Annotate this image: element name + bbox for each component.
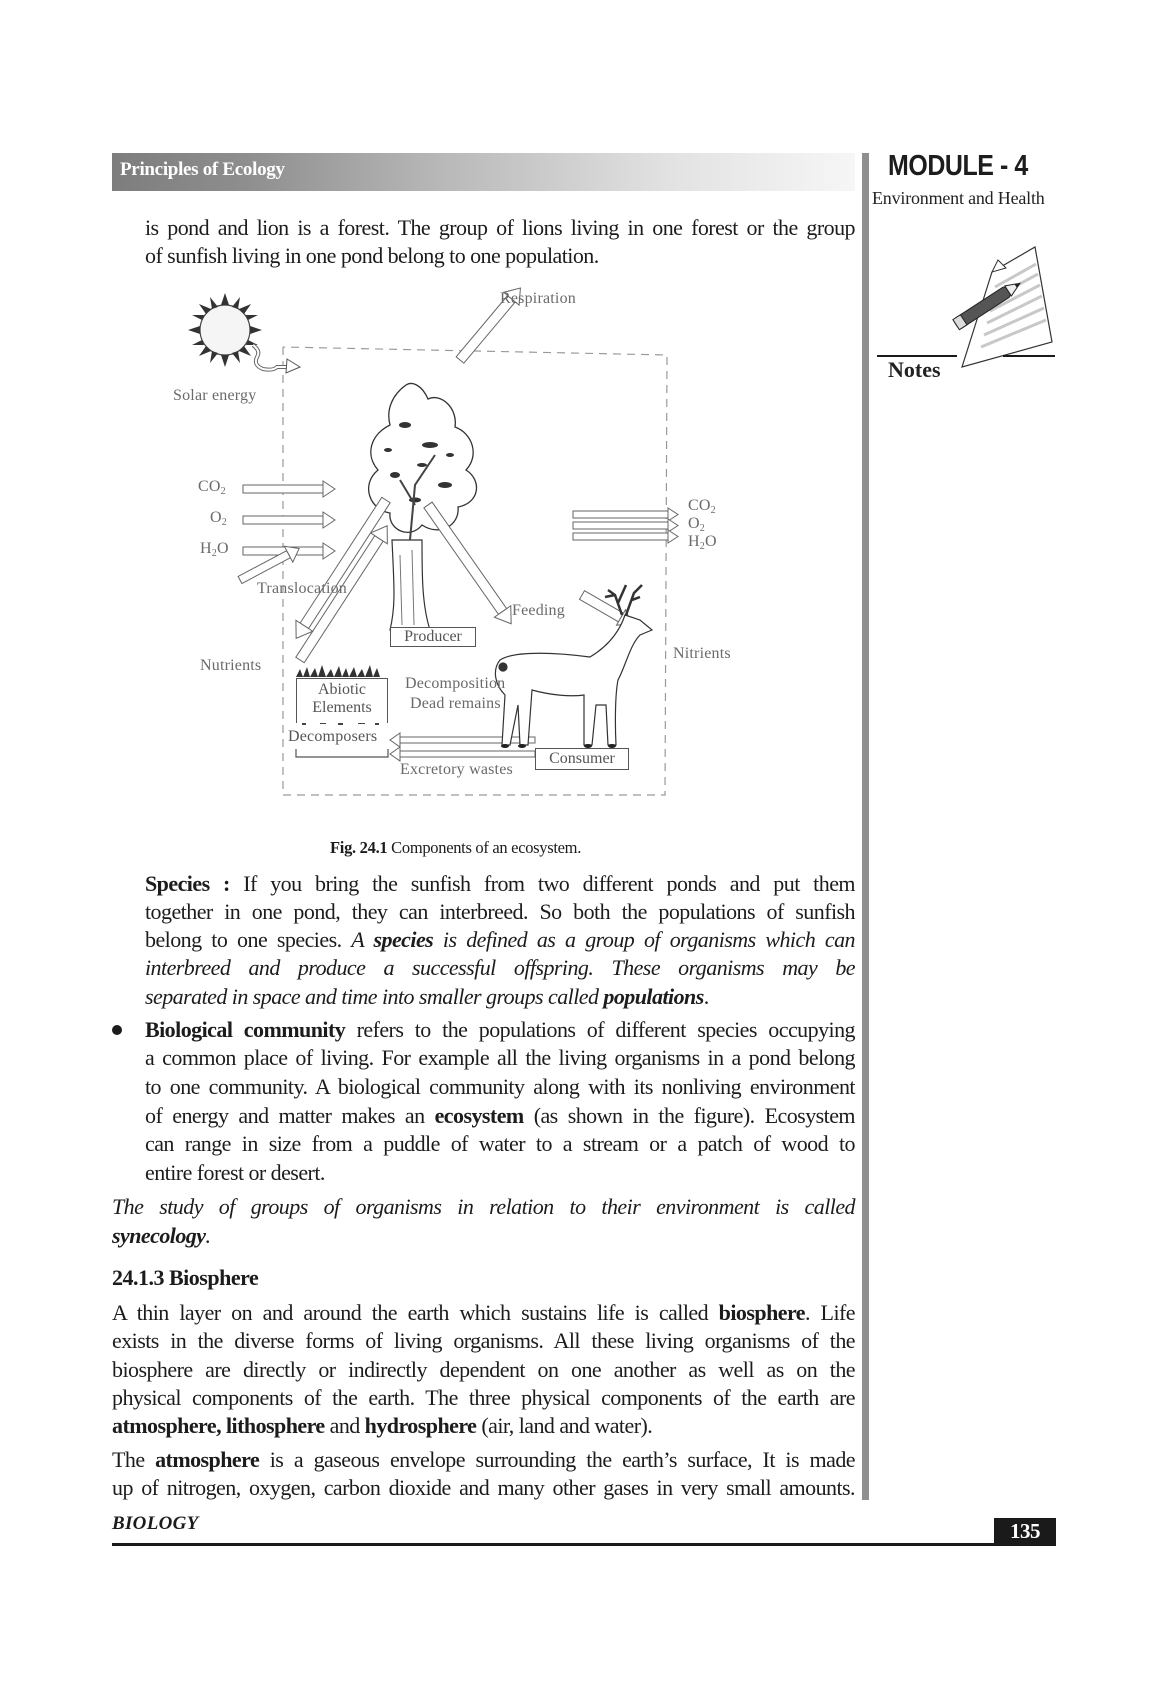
- label-nitrients: Nitrients: [673, 645, 731, 662]
- footer-subject: BIOLOGY: [112, 1513, 199, 1534]
- community-line-2: a common place of living. For example all the living organisms in a pond belong: [145, 1045, 855, 1070]
- biosphere-heading: 24.1.3 Biosphere: [112, 1265, 259, 1290]
- community-line-4: of energy and matter makes an ecosystem (as shown in the figure). Ecosystem: [145, 1103, 855, 1128]
- community-term: Biological community: [145, 1017, 346, 1042]
- species-line-2: together in one pond, they can interbreed. So both the populations of sunfish: [145, 899, 855, 924]
- label-co2-in: $CO_2$: [198, 478, 226, 497]
- biosphere-line-4: physical components of the earth. The three physical components of the earth are: [112, 1385, 855, 1410]
- species-line-5: separated in space and time into smaller groups called populations.: [145, 984, 709, 1009]
- bullet-icon: [112, 1025, 122, 1035]
- ecosystem-figure: [160, 285, 760, 815]
- sun-icon: [188, 293, 262, 367]
- ecosystem-diagram-graphic: [160, 285, 760, 815]
- label-o2-in: $O_2$: [210, 509, 227, 528]
- synecology-line-1: The study of groups of organisms in relation to their environment is called: [112, 1194, 855, 1219]
- community-line-5: can range in size from a puddle of water to a stream or a patch of wood to: [145, 1131, 855, 1156]
- community-line-6: entire forest or desert.: [145, 1160, 325, 1185]
- species-term: Species :: [145, 871, 230, 896]
- notes-label: Notes: [888, 357, 941, 382]
- footer-rule: [112, 1543, 996, 1546]
- label-decomposers: Decomposers: [288, 728, 378, 745]
- biosphere-line-1: A thin layer on and around the earth which sustains life is called biosphere. Life: [112, 1300, 855, 1325]
- biosphere-line-2: exists in the diverse forms of living organisms. All these living organisms of the: [112, 1328, 855, 1353]
- abiotic-elements-box: Abiotic Elements: [296, 678, 388, 723]
- consumer-box: Consumer: [535, 748, 629, 770]
- label-translocation: Translocation: [257, 580, 348, 597]
- label-o2-out: $O_2$: [688, 515, 705, 534]
- biosphere-line-3: biosphere are directly or indirectly dependent on one another as well as on the: [112, 1357, 855, 1382]
- intro-line-1: is pond and lion is a forest. The group of lions living in one forest or the group: [145, 215, 855, 240]
- label-nutrients: Nutrients: [200, 657, 262, 674]
- species-line-4: interbreed and produce a successful offspring. These organisms may be: [145, 955, 855, 980]
- section-title: Principles of Ecology: [120, 159, 285, 180]
- figure-number: Fig. 24.1: [330, 838, 388, 857]
- community-line-1: Biological community refers to the populations of different species occupying: [145, 1017, 855, 1042]
- label-respiration: Respiration: [500, 290, 576, 307]
- label-h2o-out: $H_2O$: [688, 533, 717, 552]
- margin-divider-bar: [862, 153, 869, 1500]
- label-co2-out: $CO_2$: [688, 497, 716, 516]
- atmosphere-line-1: The atmosphere is a gaseous envelope surrounding the earth’s surface, It is made: [112, 1447, 855, 1472]
- community-line-3: to one community. A biological community along with its nonliving environment: [145, 1074, 855, 1099]
- synecology-line-2: synecology.: [112, 1223, 211, 1248]
- notepad-pencil-icon: [940, 242, 1055, 372]
- label-solar-energy: Solar energy: [173, 387, 257, 404]
- module-title: MODULE - 4: [888, 150, 1028, 182]
- notes-rule-right: [1003, 355, 1055, 357]
- label-excretory-wastes: Excretory wastes: [400, 761, 513, 778]
- intro-line-2: of sunfish living in one pond belong to one population.: [145, 243, 599, 268]
- biosphere-line-5: atmosphere, lithosphere and hydrosphere (air, land and water).: [112, 1413, 653, 1438]
- species-line-3: belong to one species. A species is defined as a group of organisms which can: [145, 927, 855, 952]
- figure-caption: [330, 838, 581, 858]
- label-decomposition: Decomposition: [405, 675, 506, 692]
- species-line-1: Species : If you bring the sunfish from two different ponds and put them: [145, 871, 855, 896]
- atmosphere-line-2: up of nitrogen, oxygen, carbon dioxide and many other gases in very small amounts.: [112, 1475, 855, 1500]
- module-subtitle: Environment and Health: [872, 188, 1045, 208]
- page-number: 135: [994, 1518, 1056, 1546]
- label-dead-remains: Dead remains: [410, 695, 501, 712]
- label-h2o-in: $H_2O$: [200, 540, 229, 559]
- producer-box: Producer: [390, 627, 476, 647]
- section-header-band: [112, 153, 855, 191]
- label-feeding: Feeding: [512, 602, 565, 619]
- figure-caption-text: Components of an ecosystem.: [391, 838, 582, 857]
